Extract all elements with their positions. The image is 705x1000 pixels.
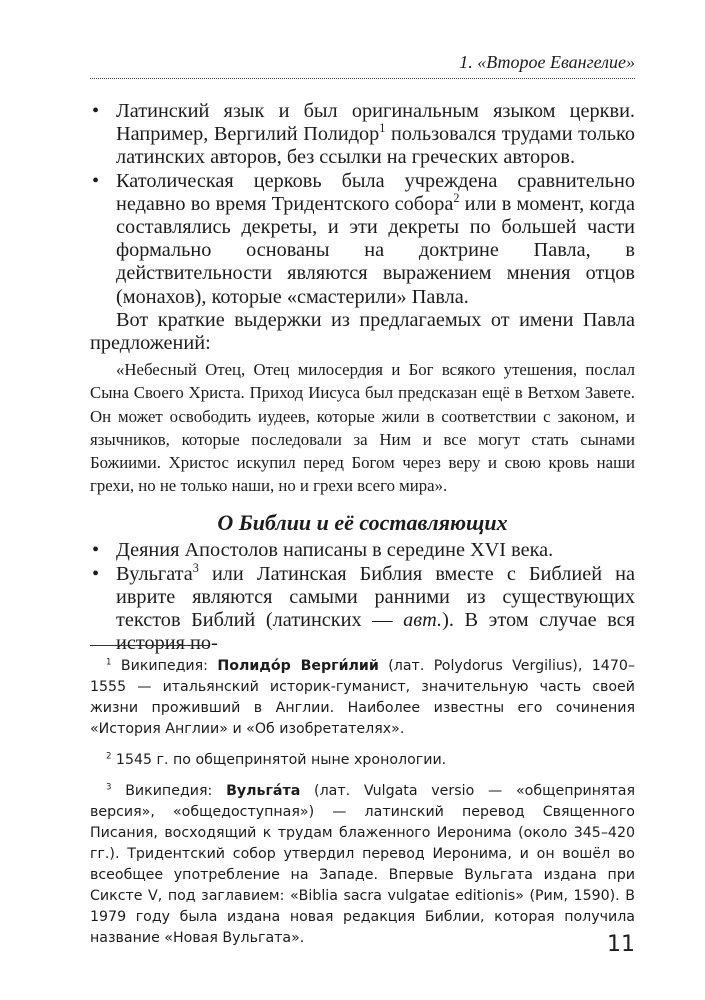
intro-paragraph: Вот краткие выдержки из предлагаемых от имени Павла предложений: — [90, 308, 635, 355]
footnote-separator — [90, 645, 210, 646]
list-item: • Деяния Апостолов написаны в середине XVI века. — [90, 539, 635, 562]
footnote-ref: 1 — [379, 121, 386, 136]
header-title: 1. «Второе Евангелие» — [459, 52, 635, 72]
bullet-list-top — [90, 100, 635, 309]
footnotes — [90, 656, 635, 959]
footnote-ref: 3 — [192, 560, 199, 575]
bullet-list-bottom — [90, 539, 635, 655]
list-item: • Вульгата$^3$ или Латинская Библия вместе с Библией на иврите являются самыми ранними из существующих текстов Библий (латинских — авт.). В этом случае вся история по- — [90, 563, 635, 656]
footnote: $^2$ 1545 г. по общепринятой ныне хронологии. — [106, 751, 447, 768]
footnote: $^1$ Википедия: Полидо́р Верги́лий (лат. Polydorus Vergilius), 1470–1555 — итальянский историк-гуманист, значительную часть своей жизни проживший в Англии. Наиболее известны его сочинения «История Англии» и «Об изобретателях». — [90, 657, 635, 737]
footnote-ref: 2 — [453, 191, 460, 206]
quotation: «Небесный Отец, Отец милосердия и Бог всякого утешения, послал Сына Своего Христа. Приход Иисуса был предсказан ещё в Ветхом Завете. Он может освободить иудеев, которые жили в соответствии с законом, и язычников, которые последовали за Ним и все могут стать сынами Божиими. Христос искупил перед Богом через веру и свою кровь наши грехи, но не только наши, но и грехи всего мира». — [90, 360, 635, 496]
main-text — [90, 100, 635, 655]
header-dotted-rule — [90, 78, 635, 79]
running-header — [90, 52, 635, 76]
section-heading: О Библии и её составляющих — [217, 510, 508, 536]
footnote: $^3$ Википедия: Вульга́та (лат. Vulgata versio — «общепринятая версия», «общедоступная») — латинский перевод Священного Писания, восходящий к трудам блаженного Иеронима (около 345–420 гг.). Тридентский собор утвердил перевод Иеронима, и он вошёл во всеобщее употребление на Западе. Впервые Вульгата издана при Сиксте V, под заглавием: «Biblia sacra vulgatae editionis» (Рим, 1590). В 1979 году была издана новая редакция Библии, которая получила название «Новая Вульгата». — [90, 782, 635, 946]
list-item: • Латинский язык и был оригинальным языком церкви. Например, Вергилий Полидор$^1$ пользовался трудами только латинских авторов, без ссылки на греческих авторов. — [90, 100, 635, 170]
list-item: • Католическая церковь была учреждена сравнительно недавно во время Тридентского собора$^2$ или в момент, когда составлялись декреты, и эти декреты по большей части формально основаны на доктрине Павла, в действительности являются выражением мнения отцов (монахов), которые «смастерили» Павла. — [90, 170, 635, 309]
page-number: 11 — [607, 932, 635, 957]
